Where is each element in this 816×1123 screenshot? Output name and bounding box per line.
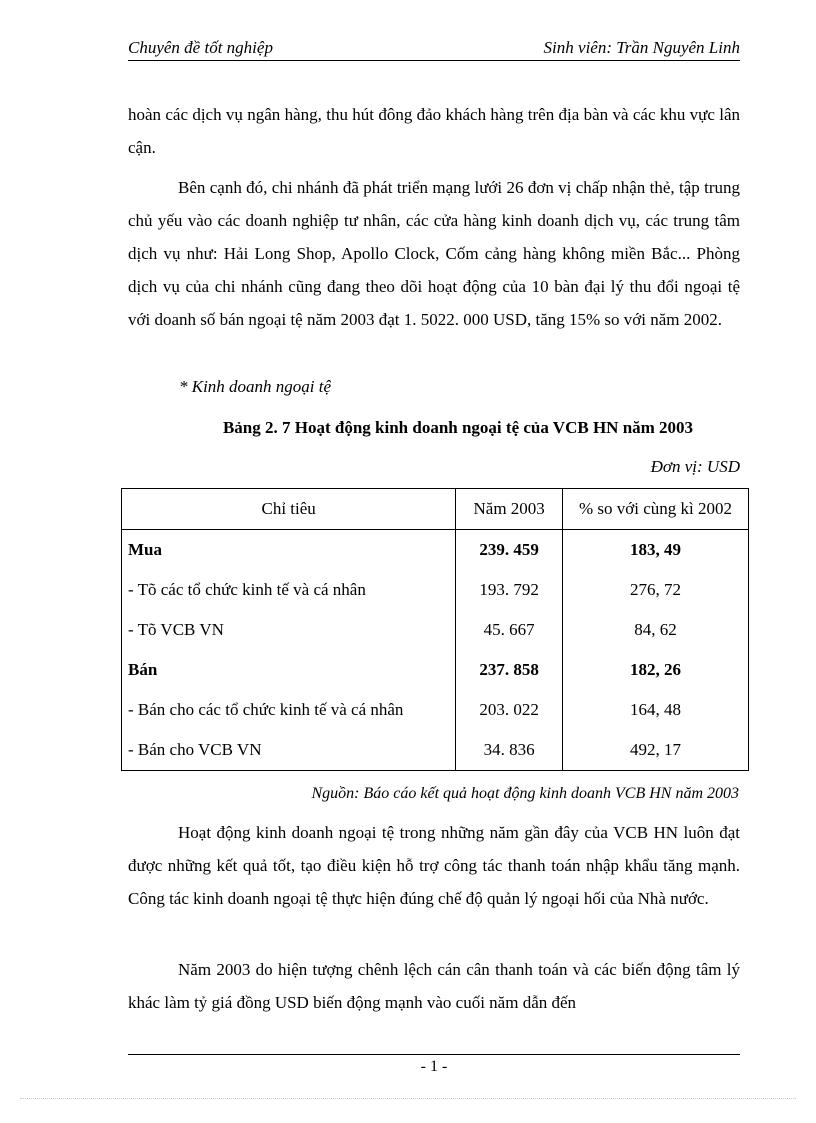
table-row	[122, 730, 749, 771]
table-header-row	[122, 489, 749, 530]
row-value: 193. 792	[456, 570, 563, 610]
page-header	[128, 38, 740, 61]
row-percent: 164, 48	[563, 690, 749, 730]
table-title: Bảng 2. 7 Hoạt động kinh doanh ngoại tệ của VCB HN năm 2003	[222, 418, 694, 437]
header-document-title: Chuyên đề tốt nghiệp	[128, 38, 273, 57]
footer-divider	[128, 1054, 740, 1055]
row-value: 239. 459	[456, 530, 563, 571]
forex-table	[121, 488, 749, 771]
paragraph-3: Hoạt động kinh doanh ngoại tệ trong những năm gần đây của VCB HN luôn đạt được những kết quả tốt, tạo điều kiện hỗ trợ công tác thanh toán nhập khẩu tăng mạnh. Công tác kinh doanh ngoại tệ thực hiện đúng chế độ quản lý ngoại hối của Nhà nước.	[128, 823, 740, 908]
header-percent: % so với cùng kì 2002	[563, 489, 749, 530]
page-edge-dotted-line	[20, 1098, 796, 1099]
row-percent: 182, 26	[563, 650, 749, 690]
row-percent: 183, 49	[563, 530, 749, 571]
row-percent: 492, 17	[563, 730, 749, 771]
page-number: - 1 -	[420, 1058, 448, 1075]
row-label: Mua	[122, 530, 456, 571]
section-label: * Kinh doanh ngoại tệ	[179, 377, 332, 396]
paragraph-2: Bên cạnh đó, chi nhánh đã phát triển mạng lưới 26 đơn vị chấp nhận thẻ, tập trung chủ yếu vào các doanh nghiệp tư nhân, các cửa hàng kinh doanh dịch vụ, các trung tâm dịch vụ như: Hải Long Shop, Apollo Clock, Cốm cảng hàng không miền Bắc... Phòng dịch vụ của chi nhánh cũng đang theo dõi hoạt động của 10 bàn đại lý thu đổi ngoại tệ với doanh số bán ngoại tệ năm 2003 đạt 1. 5022. 000 USD, tăng 15% so với năm 2002.	[128, 178, 740, 329]
header-indicator: Chỉ tiêu	[122, 489, 456, 530]
table-row	[122, 570, 749, 610]
paragraph-4: Năm 2003 do hiện tượng chênh lệch cán cân thanh toán và các biến động tâm lý khác làm tỷ giá đồng USD biến động mạnh vào cuối năm dẫn đến	[128, 960, 740, 1012]
row-value: 45. 667	[456, 610, 563, 650]
header-author: Sinh viên: Trần Nguyên Linh	[543, 38, 740, 57]
row-value: 237. 858	[456, 650, 563, 690]
header-year: Năm 2003	[456, 489, 563, 530]
row-label: Bán	[122, 650, 456, 690]
row-label: - Tõ các tổ chức kinh tế và cá nhân	[122, 570, 456, 610]
row-label: - Tõ VCB VN	[122, 610, 456, 650]
table-source: Nguồn: Báo cáo kết quả hoạt động kinh doanh VCB HN năm 2003	[311, 785, 739, 802]
row-value: 203. 022	[456, 690, 563, 730]
row-percent: 276, 72	[563, 570, 749, 610]
row-value: 34. 836	[456, 730, 563, 771]
row-percent: 84, 62	[563, 610, 749, 650]
table-unit: Đơn vị: USD	[650, 457, 740, 476]
row-label: - Bán cho các tổ chức kinh tế và cá nhân	[122, 690, 456, 730]
table-row	[122, 650, 749, 690]
table-row	[122, 690, 749, 730]
paragraph-1: hoàn các dịch vụ ngân hàng, thu hút đông đảo khách hàng trên địa bàn và các khu vực lân cận.	[128, 105, 740, 157]
table-row	[122, 530, 749, 571]
row-label: - Bán cho VCB VN	[122, 730, 456, 771]
table-row	[122, 610, 749, 650]
